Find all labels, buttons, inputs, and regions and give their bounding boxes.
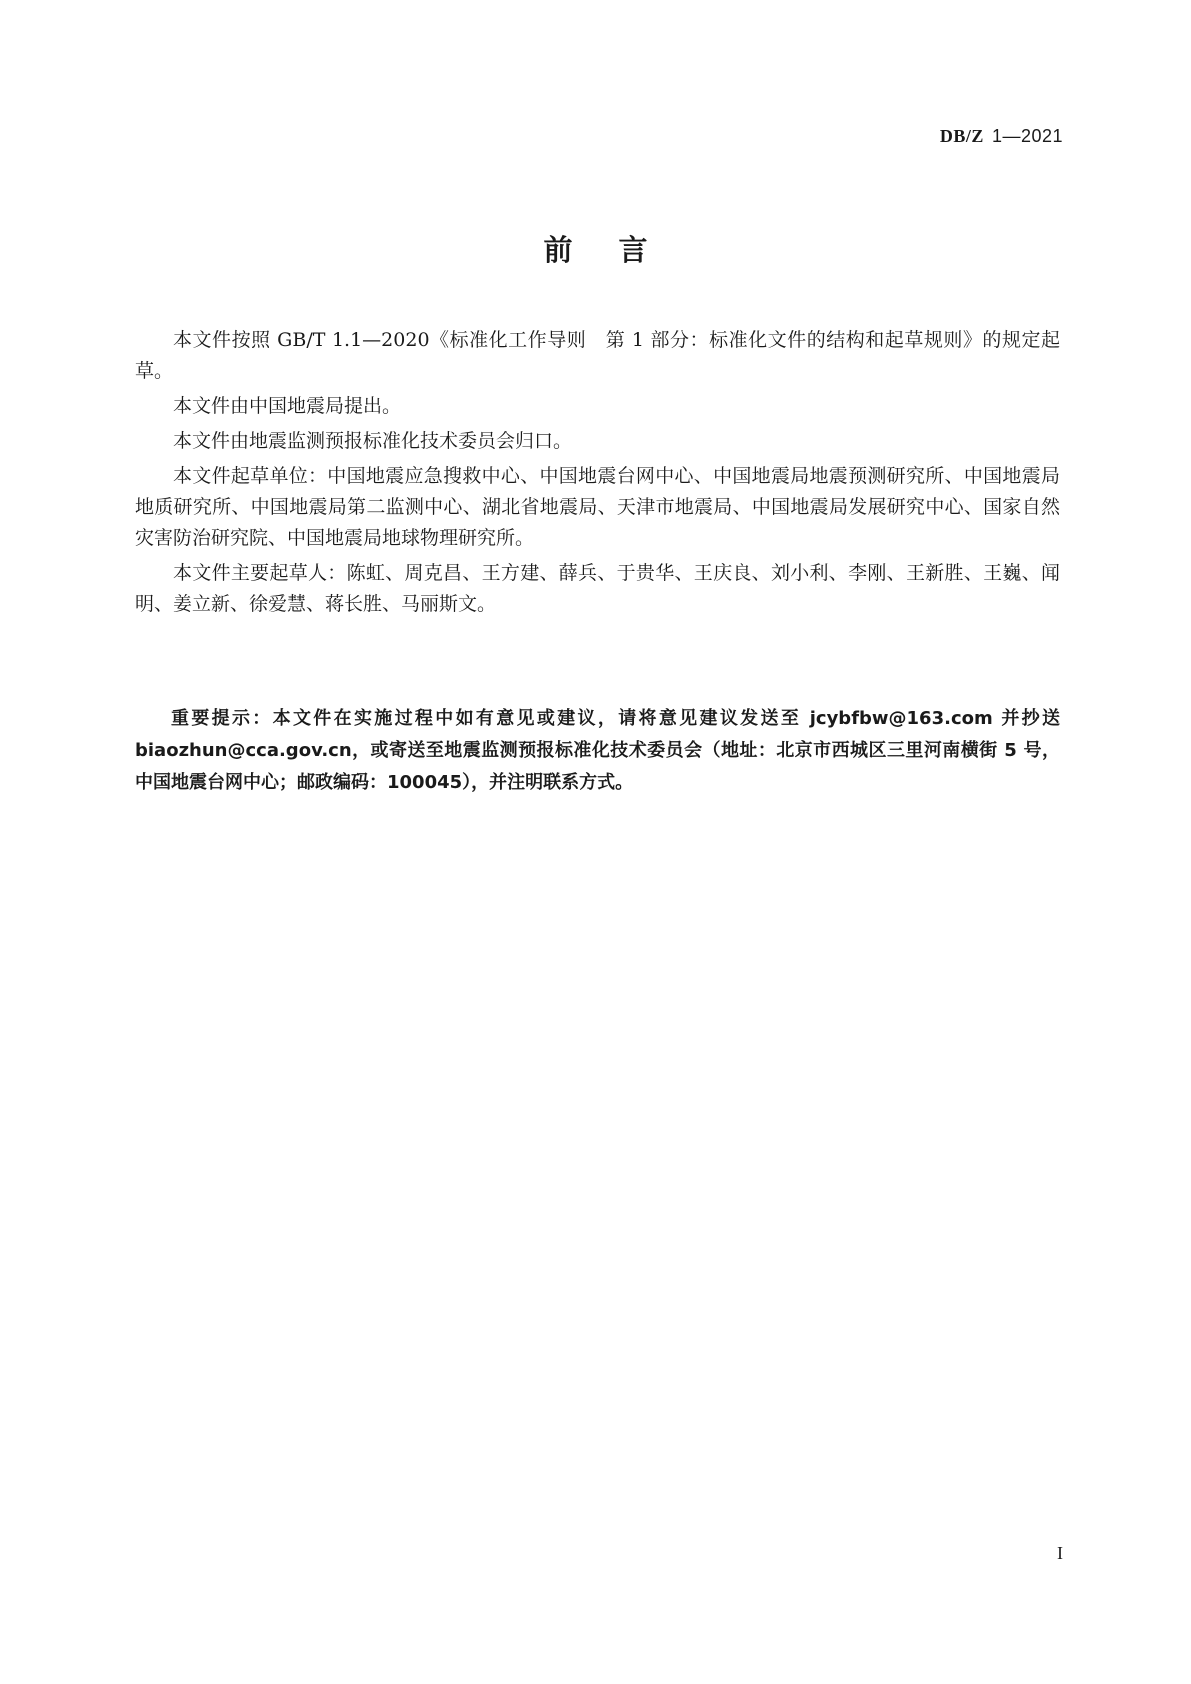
page-title: 前言 — [543, 233, 694, 267]
foreword-body — [135, 325, 1060, 624]
paragraph-drafting-units: 本文件起草单位：中国地震应急搜救中心、中国地震台网中心、中国地震局地震预测研究所、中国地震局地质研究所、中国地震局第二监测中心、湖北省地震局、天津市地震局、中国地震局发展研究中心、国家自然灾害防治研究院、中国地震局地球物理研究所。 — [135, 465, 1060, 549]
paragraph-governing-committee: 本文件由地震监测预报标准化技术委员会归口。 — [173, 430, 573, 452]
document-code-prefix: DB/Z — [939, 126, 984, 146]
paragraph-drafters: 本文件主要起草人：陈虹、周克昌、王方建、薛兵、于贵华、王庆良、刘小利、李刚、王新胜、王巍、闻明、姜立新、徐爱慧、蒋长胜、马丽斯文。 — [135, 562, 1060, 615]
document-code-year: 1—2021 — [991, 126, 1063, 146]
paragraph-proposer: 本文件由中国地震局提出。 — [173, 395, 402, 417]
page-number: I — [1057, 1543, 1063, 1563]
important-notice: 重要提示：本文件在实施过程中如有意见或建议，请将意见建议发送至 jcybfbw@163.com 并抄送 biaozhun@cca.gov.cn，或寄送至地震监测预报标准化技术委员会（地址：北京市西城区三里河南横街 5 号，中国地震台网中心；邮政编码：100045），并注明联系方式。 — [135, 708, 1060, 793]
document-code — [940, 126, 1063, 147]
paragraph-drafting-rules: 本文件按照 GB/T 1.1—2020《标准化工作导则 第 1 部分：标准化文件的结构和起草规则》的规定起草。 — [135, 329, 1060, 382]
